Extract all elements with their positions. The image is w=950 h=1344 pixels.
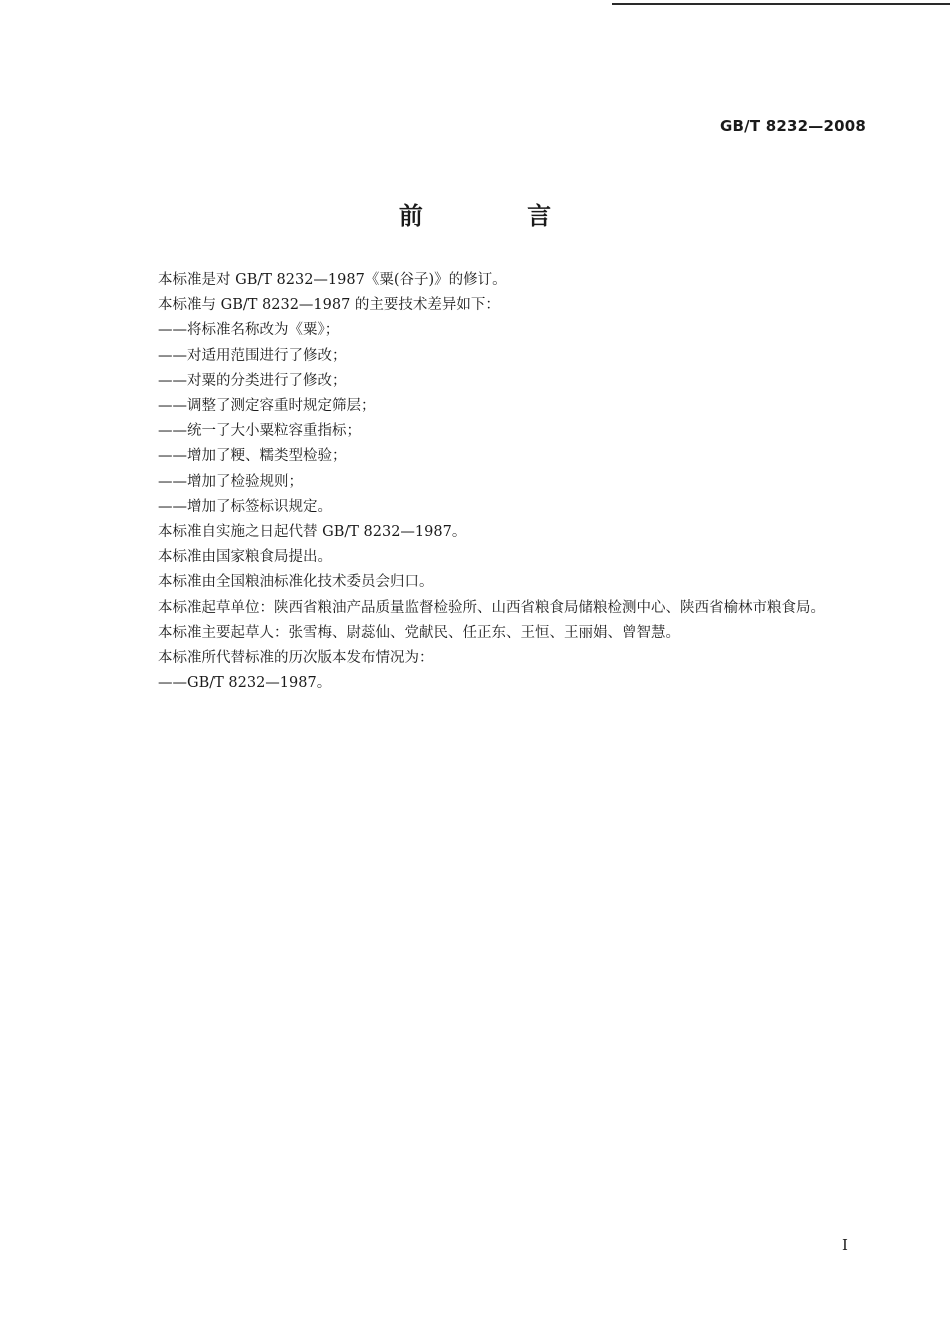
standard-code: GB/T 8232—2008 (720, 117, 866, 135)
list-item: ——GB/T 8232—1987。 (158, 675, 332, 692)
paragraph-revision: 本标准是对 GB/T 8232—1987《粟(谷子)》的修订。 (158, 272, 507, 288)
foreword-body (125, 268, 865, 696)
list-item: ——增加了粳、糯类型检验； (158, 448, 347, 465)
list-item: ——调整了测定容重时规定筛层； (158, 398, 376, 415)
page-title: 前 言 (398, 202, 600, 230)
paragraph-drafters: 本标准主要起草人：张雪梅、尉蕊仙、党献民、任正东、王恒、王丽娟、曾智慧。 (158, 624, 680, 641)
list-item: ——对适用范围进行了修改； (158, 347, 347, 364)
paragraph-replaces: 本标准自实施之日起代替 GB/T 8232—1987。 (158, 524, 467, 541)
list-item: ——增加了检验规则； (158, 473, 303, 490)
list-item: ——增加了标签标识规定。 (158, 498, 332, 515)
list-item: ——对粟的分类进行了修改； (158, 372, 347, 389)
paragraph-differences-intro: 本标准与 GB/T 8232—1987 的主要技术差异如下： (158, 297, 500, 314)
paragraph-drafting-units: 本标准起草单位：陕西省粮油产品质量监督检验所、山西省粮食局储粮检测中心、陕西省榆林市粮食局。 (158, 599, 825, 616)
paragraph-centralized-by: 本标准由全国粮油标准化技术委员会归口。 (158, 574, 434, 591)
paragraph-history-intro: 本标准所代替标准的历次版本发布情况为： (158, 650, 434, 667)
page-number: I (842, 1236, 848, 1254)
list-item: ——统一了大小粟粒容重指标； (158, 423, 361, 440)
paragraph-proposed-by: 本标准由国家粮食局提出。 (158, 549, 332, 566)
top-rule (612, 3, 950, 5)
list-item: ——将标准名称改为《粟》； (158, 322, 340, 339)
